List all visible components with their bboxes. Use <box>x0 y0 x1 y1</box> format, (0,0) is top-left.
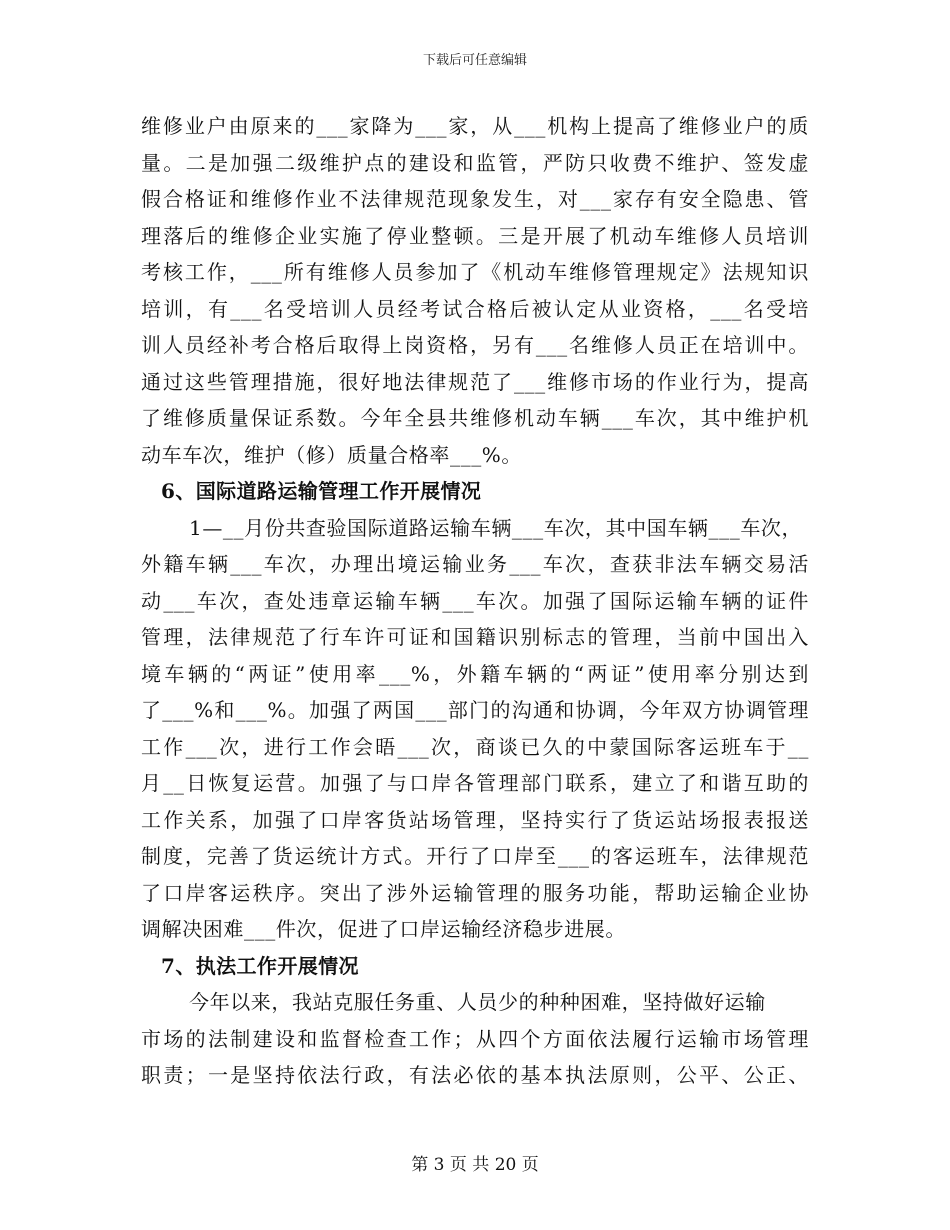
paragraph-line: 市场的法制建设和监督检查工作；从四个方面依法履行运输市场管理 <box>141 1026 809 1051</box>
paragraph-line: 训人员经补考合格后取得上岗资格，另有___名维修人员正在培训中。 <box>141 333 809 357</box>
paragraph-line: 管理，法律规范了行车许可证和国籍识别标志的管理，当前中国出入 <box>141 625 809 649</box>
paragraph-line: 境车辆的“两证”使用率___%，外籍车辆的“两证”使用率分别达到 <box>141 661 809 686</box>
page-header: 下载后可任意编辑 <box>422 53 527 68</box>
paragraph-line: 了___%和___%。加强了两国___部门的沟通和协调，今年双方协调管理 <box>141 698 809 722</box>
paragraph-line: 外籍车辆___车次，办理出境运输业务___车次，查获非法车辆交易活 <box>141 552 809 576</box>
page-footer: 第 3 页 共 20 页 <box>411 1155 539 1175</box>
document-body <box>141 108 809 1094</box>
paragraph-line: 考核工作，___所有维修人员参加了《机动车维修管理规定》法规知识 <box>141 260 809 284</box>
paragraph-line: 工作___次，进行工作会晤___次，商谈已久的中蒙国际客运班车于__ <box>141 734 809 759</box>
paragraph-line: 工作关系，加强了口岸客货站场管理，坚持实行了货运站场报表报送 <box>141 807 809 832</box>
paragraph-line: 维修业户由原来的___家降为___家，从___机构上提高了维修业户的质 <box>141 114 809 138</box>
paragraph-line: 月__日恢复运营。加强了与口岸各管理部门联系，建立了和谐互助的 <box>141 771 809 795</box>
paragraph-line: 假合格证和维修作业不法律规范现象发生，对___家存有安全隐患、管 <box>141 187 809 211</box>
paragraph-line: 培训，有___名受培训人员经考试合格后被认定从业资格，___名受培 <box>141 296 809 321</box>
paragraph-line: 动车车次，维护（修）质量合格率___%。 <box>141 442 523 467</box>
paragraph-line: 职责；一是坚持依法行政，有法必依的基本执法原则，公平、公正、 <box>141 1063 809 1087</box>
paragraph-line: 今年以来，我站克服任务重、人员少的种种困难，坚持做好运输 <box>189 990 766 1014</box>
paragraph-line: 理落后的维修企业实施了停业整顿。三是开展了机动车维修人员培训 <box>141 223 809 248</box>
paragraph-line: 量。二是加强二级维护点的建设和监管，严防只收费不维护、签发虚 <box>141 150 809 175</box>
paragraph-line: 了口岸客运秩序。突出了涉外运输管理的服务功能，帮助运输企业协 <box>141 880 809 905</box>
section-heading-6: 6、国际道路运输管理工作开展情况 <box>161 479 482 503</box>
paragraph-line: 通过这些管理措施，很好地法律规范了___维修市场的作业行为，提高 <box>141 369 809 394</box>
paragraph-line: 1—__月份共查验国际道路运输车辆___车次，其中国车辆___车次， <box>189 515 803 540</box>
paragraph-line: 了维修质量保证系数。今年全县共维修机动车辆___车次，其中维护机 <box>141 406 809 430</box>
paragraph-line: 动___车次，查处违章运输车辆___车次。加强了国际运输车辆的证件 <box>141 588 809 613</box>
paragraph-line: 制度，完善了货运统计方式。开行了口岸至___的客运班车，法律规范 <box>141 844 809 868</box>
section-heading-7: 7、执法工作开展情况 <box>161 953 359 978</box>
paragraph-line: 调解决困难___件次，促进了口岸运输经济稳步进展。 <box>141 917 626 941</box>
